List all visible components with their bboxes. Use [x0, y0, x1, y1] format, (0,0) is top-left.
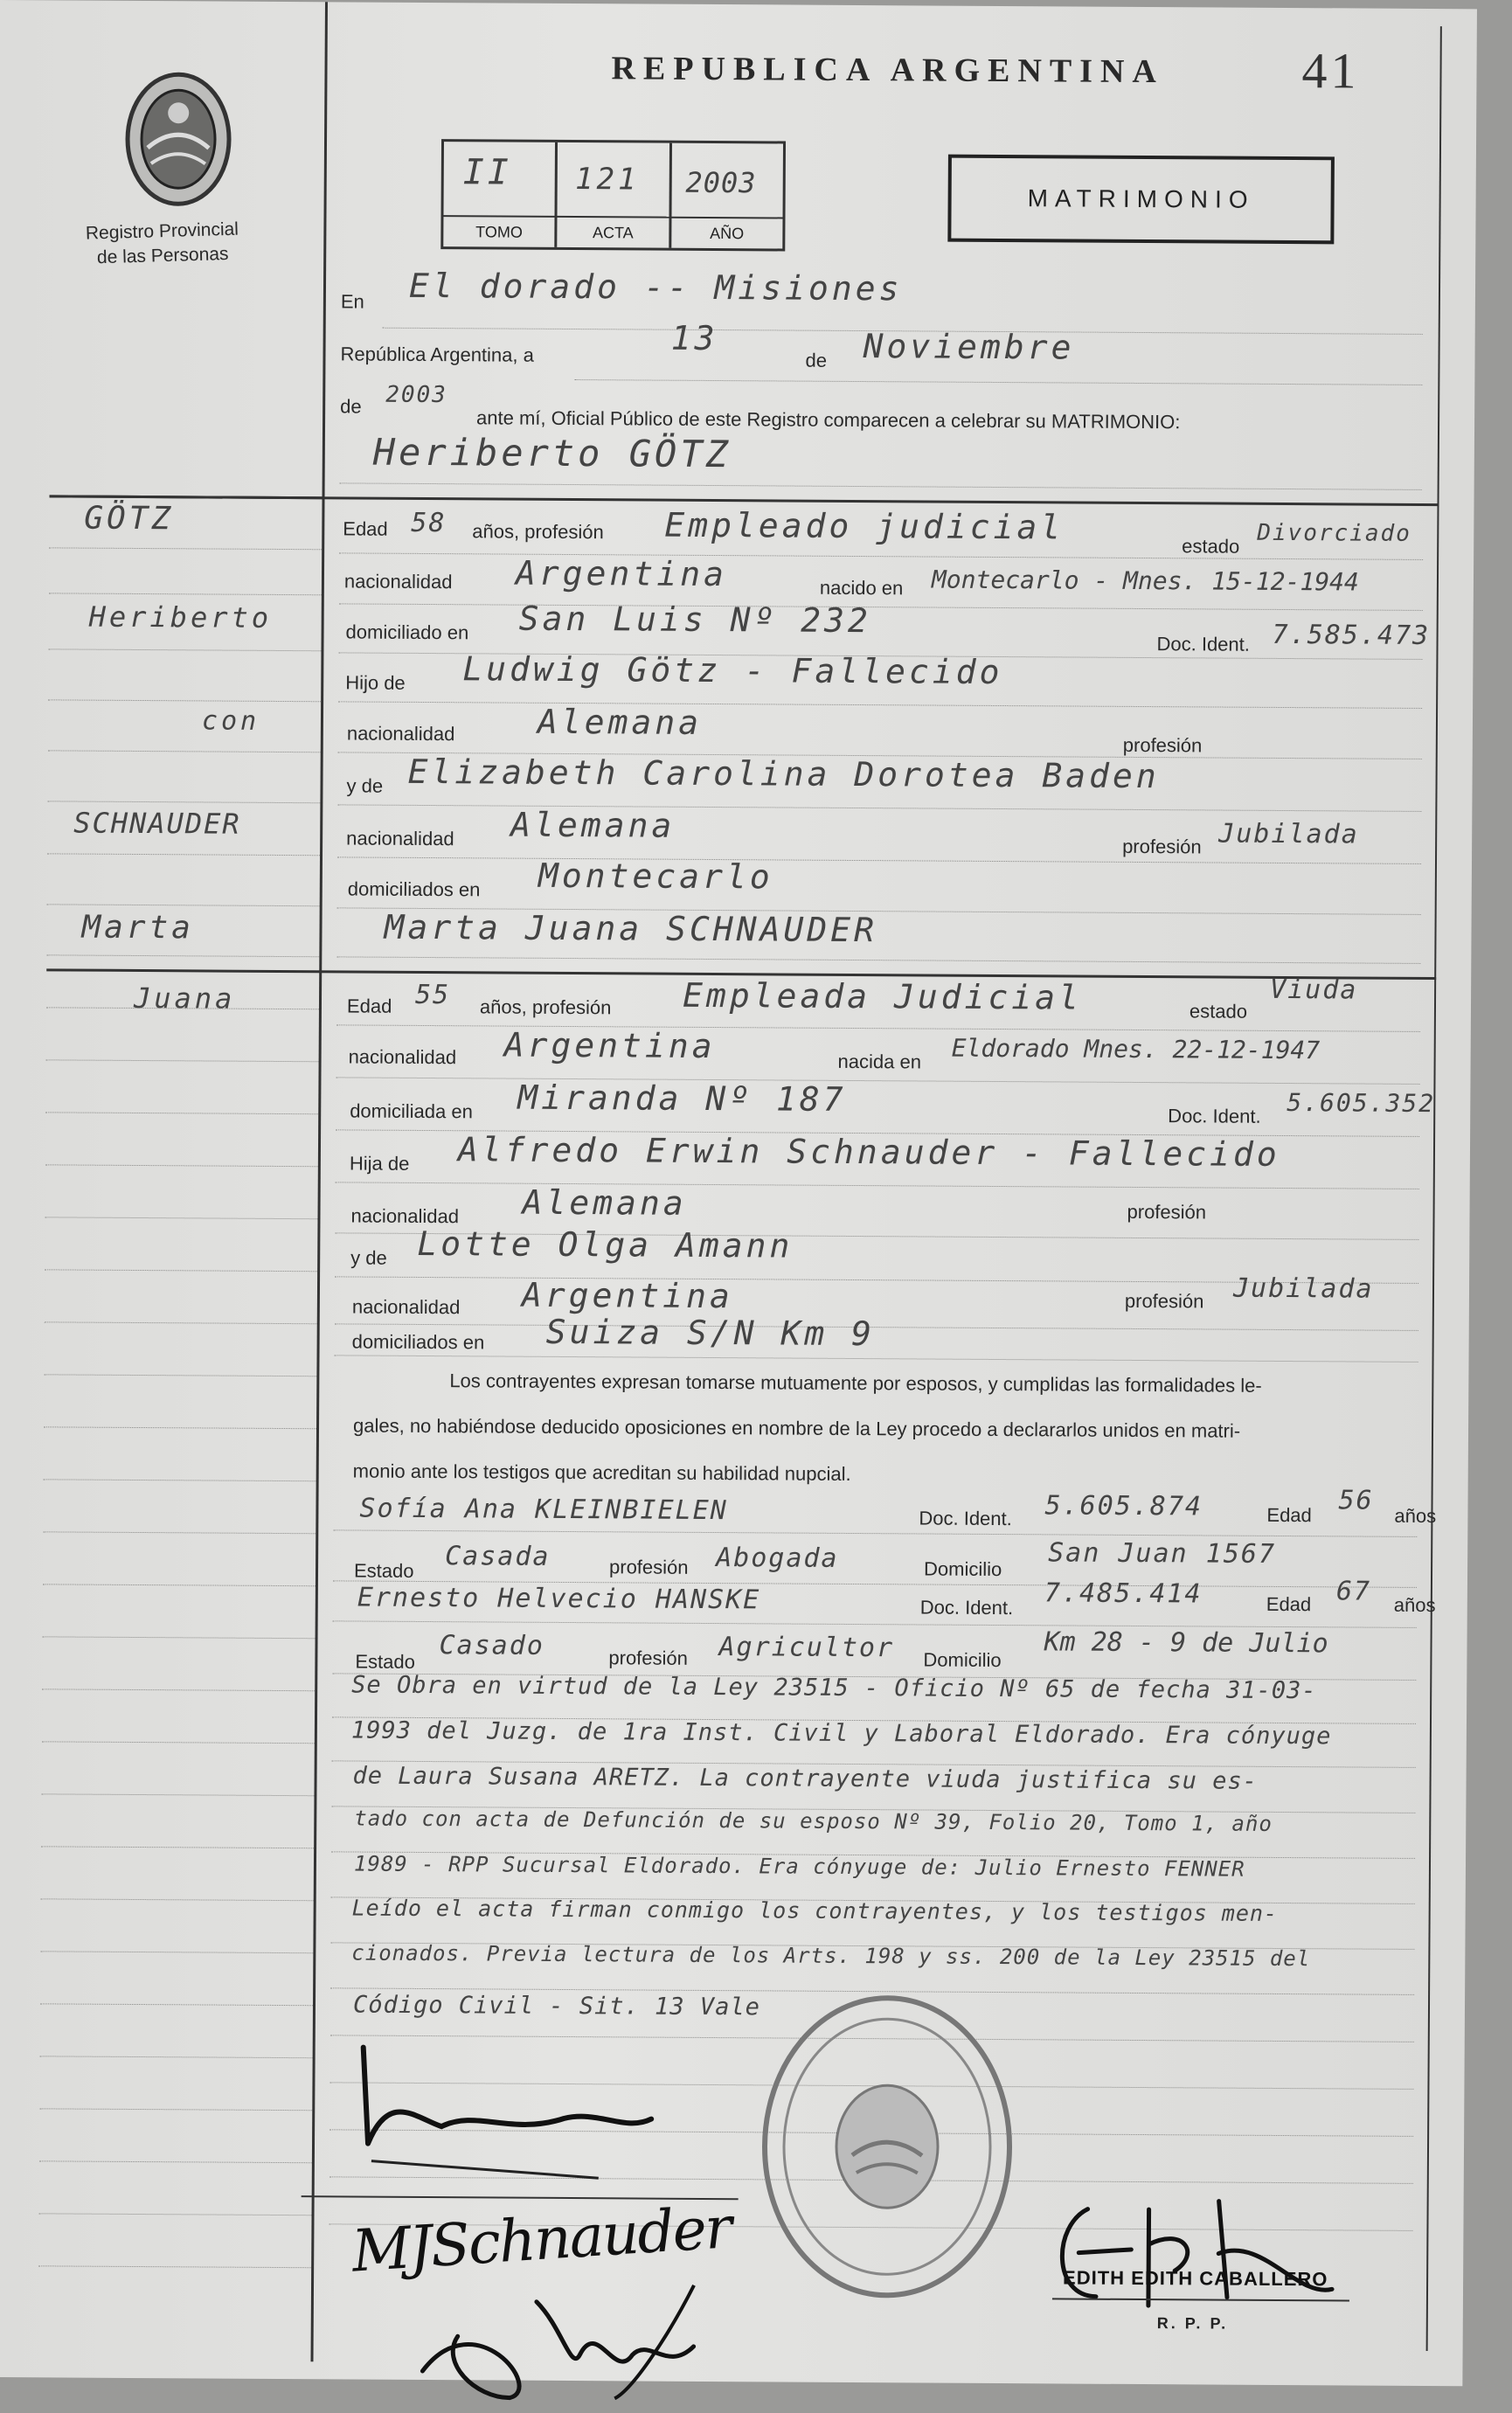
groom-address: San Luis Nº 232	[518, 599, 871, 641]
bride-edad-label: Edad	[346, 995, 392, 1017]
registry-stamp-seal	[755, 1988, 1019, 2305]
witness2-anos-label: años	[1393, 1593, 1436, 1617]
witness1-prof-label: profesión	[608, 1556, 689, 1578]
ano-label: AÑO	[710, 224, 745, 243]
margin-rule-8	[47, 904, 320, 906]
groom-father-nac-label: nacionalidad	[346, 722, 455, 745]
right-border	[1426, 26, 1442, 2351]
country-title: REPUBLICA ARGENTINA	[611, 50, 1165, 91]
registry-line-2: de las Personas	[96, 243, 229, 268]
margin-rule-18	[44, 1426, 316, 1429]
bride-estado: Viuda	[1270, 974, 1358, 1006]
groom-mother: Elizabeth Carolina Dorotea Baden	[407, 752, 1160, 796]
day-value: 13	[670, 318, 718, 358]
bride-hija-label: Hija de	[349, 1152, 410, 1175]
groom-father-nat: Alemana	[537, 702, 703, 742]
acta-label-row	[558, 216, 669, 248]
registry-line-1: Registro Provincial	[85, 218, 239, 244]
witness1-edad-label: Edad	[1266, 1503, 1312, 1527]
margin-rule-4	[48, 699, 321, 702]
margin-rule-23	[42, 1688, 315, 1691]
margin-rule-21	[43, 1584, 316, 1586]
bride-parents-dom: Suiza S/N Km 9	[545, 1312, 876, 1354]
bride-doc: 5.605.352	[1287, 1088, 1436, 1119]
place-value: El dorado -- Misiones	[408, 266, 903, 309]
groom-dom-label: domiciliado en	[345, 621, 469, 644]
note-line-2: 1993 del Juzg. de 1ra Inst. Civil y Laboral Eldorado. Era cónyuge	[350, 1716, 1332, 1751]
witness1-estado: Casada	[445, 1541, 551, 1572]
margin-rule-6	[47, 801, 320, 803]
en-label: En	[340, 290, 364, 313]
note-line-6: Leído el acta firman conmigo los contrayentes, y los testigos men-	[351, 1895, 1279, 1926]
margin-rule-28	[40, 1951, 313, 1953]
bride-yde-label: y de	[350, 1246, 387, 1269]
margin-rule-14	[45, 1217, 317, 1219]
republica-label: República Argentina, a	[340, 343, 534, 366]
tomo-value: II	[462, 152, 513, 193]
witness2-dom-label: Domicilio	[923, 1648, 1002, 1672]
groom-row2-line	[339, 603, 1423, 611]
groom-row6-line	[337, 804, 1421, 812]
groom-prof-label: años, profesión	[472, 520, 604, 544]
provincial-seal-icon	[121, 69, 236, 210]
ano-value: 2003	[685, 165, 757, 200]
bride-mother: Lotte Olga Amann	[417, 1224, 794, 1265]
witness2-doc-label: Doc. Ident.	[919, 1596, 1014, 1619]
groom-nac-label: nacionalidad	[343, 570, 453, 593]
de2-label: de	[340, 395, 362, 418]
bride-parents-dom-label: domiciliados en	[351, 1330, 485, 1354]
margin-rule-26	[41, 1846, 314, 1848]
witness1-row1-line	[333, 1529, 1417, 1537]
groom-row1-line	[339, 552, 1423, 560]
bride-mother-nac-label: nacionalidad	[351, 1295, 461, 1319]
groom-estado-label: estado	[1182, 535, 1240, 558]
acta-label: ACTA	[592, 224, 634, 242]
witness2-estado-label: Estado	[355, 1650, 415, 1673]
margin-con: con	[201, 705, 260, 737]
bride-father-prof-label: profesión	[1127, 1200, 1207, 1224]
witness1-age: 56	[1338, 1485, 1374, 1516]
note-line-7: cionados. Previa lectura de los Arts. 198 y ss. 200 de la Ley 23515 del	[351, 1940, 1311, 1972]
margin-rule-9	[46, 954, 319, 957]
groom-edad-label: Edad	[343, 517, 388, 540]
bride-nacida-label: nacida en	[837, 1050, 922, 1073]
bride-mother-nat: Argentina	[521, 1275, 733, 1316]
note-line-3: de Laura Susana ARETZ. La contrayente viuda justifica su es-	[352, 1762, 1258, 1795]
groom-row4-line	[338, 701, 1422, 709]
witness2-estado: Casado	[439, 1630, 544, 1661]
bride-nac-label: nacionalidad	[348, 1045, 457, 1069]
tomo-label: TOMO	[475, 223, 523, 241]
groom-mother-prof: Jubilada	[1218, 818, 1359, 850]
margin-rule-11	[46, 1059, 319, 1062]
bride-signature: MJSchnauder	[350, 2194, 733, 2285]
de-label: de	[805, 349, 828, 371]
bride-profession: Empleada Judicial	[682, 975, 1083, 1017]
margin-top-rule	[50, 495, 323, 499]
groom-estado: Divorciado	[1257, 519, 1411, 547]
month-value: Noviembre	[863, 327, 1075, 367]
groom-mother-nat: Alemana	[510, 805, 676, 845]
bride-estado-label: estado	[1189, 1000, 1248, 1023]
ano-label-row	[671, 217, 783, 249]
bride-father: Alfredo Erwin Schnauder - Fallecido	[457, 1130, 1280, 1174]
witness1-dom-label: Domicilio	[923, 1557, 1002, 1581]
witness2-profession: Agricultor	[718, 1632, 895, 1664]
note-line-1: Se Obra en virtud de la Ley 23515 - Oficio Nº 65 de fecha 31-03-	[351, 1671, 1317, 1705]
tomo-cell	[443, 142, 558, 247]
groom-birth: Montecarlo - Mnes. 15-12-1944	[931, 565, 1359, 597]
witness2-prof-label: profesión	[608, 1647, 689, 1669]
margin-rule-7	[47, 853, 320, 856]
groom-mother-nac-label: nacionalidad	[346, 827, 454, 850]
bride-birth: Eldorado Mnes. 22-12-1947	[951, 1033, 1321, 1065]
bride-row8-line	[335, 1355, 1418, 1363]
margin-rule-30	[40, 2056, 313, 2058]
groom-doc-label: Doc. Ident.	[1156, 633, 1250, 655]
bride-mother-prof: Jubilada	[1232, 1272, 1374, 1305]
note-line-4: tado con acta de Defunción de su esposo Nº 39, Folio 20, Tomo 1, año	[354, 1806, 1273, 1836]
margin-rule-19	[44, 1479, 316, 1481]
witness2-address: Km 28 - 9 de Julio	[1044, 1626, 1328, 1660]
folio-number: 41	[1301, 42, 1360, 100]
groom-father-prof-label: profesión	[1122, 733, 1203, 757]
acta-value: 121	[574, 162, 640, 198]
groom-parents-dom: Montecarlo	[538, 856, 773, 897]
witness1-doc: 5.605.874	[1044, 1490, 1203, 1522]
witness2-age: 67	[1335, 1576, 1372, 1607]
groom-nacido-label: nacido en	[819, 576, 904, 600]
margin-rule-27	[41, 1898, 314, 1901]
witness1-anos-label: años	[1394, 1504, 1437, 1528]
note-line-5: 1989 - RPP Sucursal Eldorado. Era cónyuge de: Julio Ernesto FENNER	[353, 1851, 1245, 1882]
groom-hijo-label: Hijo de	[345, 671, 406, 694]
witness2-name: Ernesto Helvecio HANSKE	[357, 1582, 761, 1616]
margin-rule-2	[49, 593, 322, 595]
margin-rule-12	[45, 1112, 318, 1114]
margin-rule-22	[43, 1636, 316, 1639]
witness1-doc-label: Doc. Ident.	[919, 1507, 1012, 1530]
margin-rule-1	[49, 547, 322, 550]
tomo-label-row	[443, 215, 555, 247]
margin-rule-32	[39, 2160, 312, 2163]
bride-address: Miranda Nº 187	[517, 1078, 847, 1119]
margin-rule-25	[41, 1793, 314, 1796]
officer-stamp-sub: R. P. P.	[1156, 2314, 1229, 2333]
margin-rule-15	[45, 1269, 317, 1272]
margin-bride-surname: SCHNAUDER	[73, 806, 241, 841]
groom-full-name: Heriberto GÖTZ	[372, 430, 732, 476]
witness1-profession: Abogada	[716, 1543, 839, 1574]
groom-father: Ludwig Götz - Fallecido	[462, 649, 1003, 692]
bride-nationality: Argentina	[503, 1025, 716, 1066]
groom-row7-line	[337, 856, 1421, 864]
ante-text: ante mí, Oficial Público de este Registro comparecen a celebrar su MATRIMONIO:	[476, 406, 1181, 433]
margin-rule-20	[43, 1531, 316, 1534]
bride-full-name: Marta Juana SCHNAUDER	[384, 907, 878, 950]
groom-signature	[336, 2029, 669, 2188]
bride-row1-line	[336, 1024, 1420, 1032]
tomo-acta-ano-box	[440, 139, 786, 251]
margin-rule-33	[39, 2213, 312, 2215]
margin-bride-name1: Marta	[81, 909, 195, 946]
witness2-row1-line	[333, 1620, 1417, 1628]
witness1-estado-label: Estado	[353, 1559, 414, 1582]
bride-row7-line	[335, 1323, 1418, 1331]
witness1-address: San Juan 1567	[1048, 1537, 1277, 1570]
margin-rule-31	[39, 2108, 312, 2111]
groom-doc: 7.585.473	[1272, 619, 1431, 652]
margin-groom-surname: GÖTZ	[84, 500, 175, 537]
officer-stamp-name: EDITH EDITH CABALLERO	[1063, 2266, 1328, 2291]
act-type-label: MATRIMONIO	[1027, 184, 1255, 213]
bride-age: 55	[414, 979, 451, 1011]
act-type-box	[947, 155, 1335, 245]
margin-rule-24	[42, 1741, 315, 1744]
declaration-line-2: gales, no habiéndose deducido oposiciones en nombre de la Ley procedo a declararlos unidos en matri-	[352, 1414, 1241, 1442]
witness1-name: Sofía Ana KLEINBIELEN	[359, 1493, 728, 1527]
bride-father-nat: Alemana	[522, 1182, 687, 1223]
margin-groom-name: Heriberto	[88, 600, 273, 634]
groom-yde-label: y de	[346, 774, 384, 797]
year-value: 2003	[385, 381, 447, 409]
bride-dom-label: domiciliada en	[350, 1099, 473, 1123]
margin-rule-16	[45, 1321, 317, 1324]
groom-name-line	[340, 482, 1422, 490]
groom-mother-prof-label: profesión	[1122, 835, 1202, 858]
bride-father-nac-label: nacionalidad	[350, 1204, 460, 1228]
bride-row4-line	[336, 1182, 1419, 1189]
note-line-8: Código Civil - Sit. 13 Vale	[352, 1991, 760, 2021]
margin-bride-name2: Juana	[133, 981, 236, 1016]
witness2-doc: 7.485.414	[1044, 1577, 1203, 1610]
bride-doc-label: Doc. Ident.	[1168, 1105, 1261, 1127]
margin-rule-13	[45, 1164, 318, 1167]
declaration-line-3: monio ante los testigos que acreditan su habilidad nupcial.	[352, 1460, 851, 1485]
acta-cell	[558, 142, 672, 248]
registry-name	[86, 218, 240, 271]
bride-name-line	[336, 956, 1420, 964]
groom-age: 58	[411, 507, 447, 539]
bride-prof-label: años, profesión	[479, 995, 612, 1019]
date-line	[574, 379, 1422, 385]
margin-rule-3	[48, 648, 321, 651]
bride-mother-prof-label: profesión	[1124, 1289, 1204, 1313]
groom-parents-dom-label: domiciliados en	[347, 877, 481, 901]
margin-rule-34	[38, 2265, 311, 2268]
bride-row2-line	[336, 1077, 1419, 1085]
margin-rule-29	[40, 2003, 313, 2006]
ano-cell	[671, 143, 783, 249]
witness2-edad-label: Edad	[1266, 1592, 1312, 1616]
margin-rule-5	[48, 750, 321, 752]
declaration-line-1: Los contrayentes expresan tomarse mutuamente por esposos, y cumplidas las formalidades le-	[449, 1369, 1262, 1397]
groom-profession: Empleado judicial	[664, 505, 1065, 547]
groom-nationality: Argentina	[515, 553, 728, 594]
margin-divider	[310, 2, 327, 2361]
margin-rule-17	[44, 1374, 316, 1376]
